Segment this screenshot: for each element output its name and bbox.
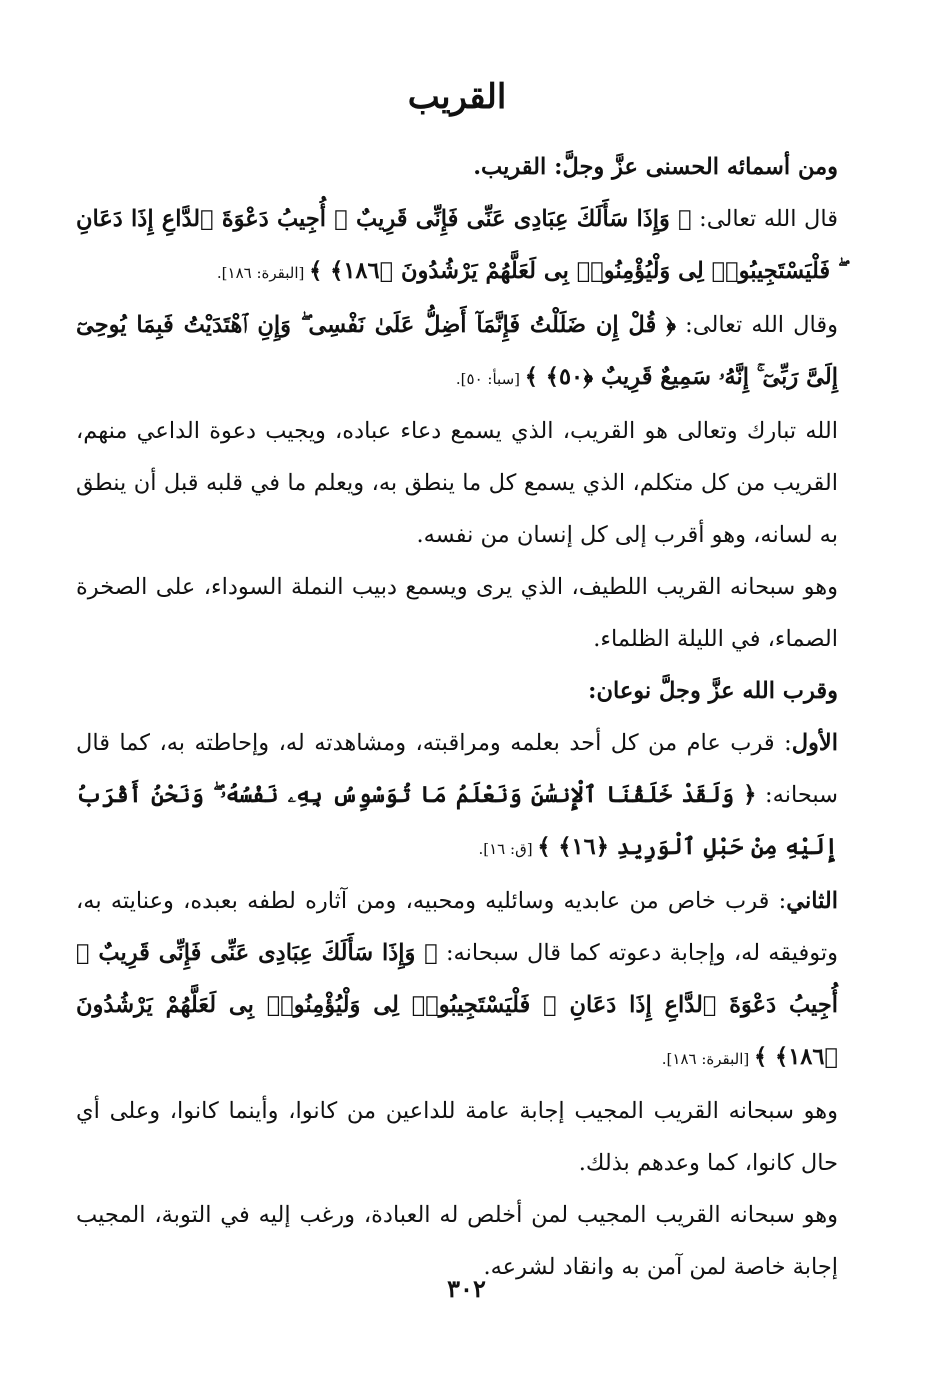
ayah-text: ﴿ وَإِذَا سَأَلَكَ عِبَادِى عَنِّى فَإِنِّى قَرِيبٌ ۖ أُجِيبُ دَعْوَةَ ٱلدَّاعِ إِذَا دَعَانِ ۖ فَلْيَسْتَجِيبُوا۟ لِى وَلْيُؤْمِنُوا۟ بِى لَعَلَّهُمْ يَرْشُدُونَ ﴿١٨٦﴾ ﴾ — [76, 206, 838, 284]
explanation-paragraph: وهو سبحانه القريب المجيب إجابة عامة للداعين من كانوا، وأينما كانوا، وعلى أي حال كانوا، كما وعدهم بذلك. — [76, 1098, 838, 1176]
explanation-paragraph: وهو سبحانه القريب اللطيف، الذي يرى ويسمع دبيب النملة السوداء، على الصخرة الصماء، في الليلة الظلماء. — [76, 574, 838, 652]
quran-quote-baqarah — [76, 193, 838, 299]
quote-lead: قال الله تعالى: — [691, 206, 838, 232]
quote-lead: وقال الله تعالى: — [676, 312, 839, 338]
ayah-reference: [البقرة: ١٨٦]. — [216, 264, 310, 282]
quran-quote-saba — [76, 299, 838, 405]
ayah-text: ﴿ وَإِذَا سَأَلَكَ عِبَادِى عَنِّى فَإِنِّى قَرِيبٌ ۖ أُجِيبُ دَعْوَةَ ٱلدَّاعِ إِذَا دَعَانِ ۖ فَلْيَسْتَجِيبُوا۟ لِى وَلْيُؤْمِنُوا۟ بِى لَعَلَّهُمْ يَرْشُدُونَ ﴿١٨٦﴾ ﴾ — [76, 940, 838, 1070]
type-label: الأول — [791, 730, 838, 756]
ayah-text: ﴿ وَلَقَدْ خَلَقْنَا ٱلْإِنسَٰنَ وَنَعْلَمُ مَا تُوَسْوِسُ بِهِۦ نَفْسُهُۥ ۖ وَنَحْنُ أَقْرَبُ إِلَيْهِ مِنْ حَبْلِ ٱلْوَرِيدِ ﴿١٦﴾ ﴾ — [76, 782, 838, 860]
page-number: ٣٠٢ — [447, 1274, 486, 1303]
ayah-reference: [ق: ١٦]. — [478, 840, 538, 858]
explanation-paragraph: الله تبارك وتعالى هو القريب، الذي يسمع دعاء عباده، ويجيب دعوة الداعي منهم، القريب من كل متكلم، الذي يسمع كل ما ينطق به، ويعلم ما في قلبه قبل أن ينطق به لسانه، وهو أقرب إلى كل إنسان من نفسه. — [76, 418, 838, 548]
ayah-reference: [سبأ: ٥٠]. — [455, 370, 525, 388]
type-text: : قرب خاص من عابديه وسائليه ومحبيه، ومن آثاره لطفه بعبده، وعنايته به، وتوفيقه له، وإجابة دعوته كما قال سبحانه: — [76, 888, 838, 966]
ayah-text: ﴿ قُلْ إِن ضَلَلْتُ فَإِنَّمَآ أَضِلُّ عَلَىٰ نَفْسِى ۖ وَإِنِ ٱهْتَدَيْتُ فَبِمَا يُوحِىٓ إِلَىَّ رَبِّىٓ ۚ إِنَّهُۥ سَمِيعٌ قَرِيبٌ ﴿٥٠﴾ ﴾ — [76, 312, 838, 390]
intro-paragraph: ومن أسمائه الحسنى عزَّ وجلَّ: القريب. — [473, 154, 838, 180]
ayah-reference: [البقرة: ١٨٦]. — [661, 1050, 755, 1068]
type-label: الثاني — [786, 888, 838, 914]
first-type-paragraph — [76, 717, 838, 875]
page-title: القريب — [407, 77, 507, 117]
type-text: : قرب عام من كل أحد بعلمه ومراقبته، ومشاهدته له، وإحاطته به، كما قال سبحانه: — [76, 730, 838, 808]
explanation-paragraph: وهو سبحانه القريب المجيب لمن أخلص له العبادة، ورغب إليه في التوبة، المجيب إجابة خاصة لمن آمن به وانقاد لشرعه. — [76, 1202, 838, 1280]
second-type-paragraph — [76, 875, 838, 1085]
section-heading: وقرب الله عزَّ وجلَّ نوعان: — [588, 678, 838, 704]
